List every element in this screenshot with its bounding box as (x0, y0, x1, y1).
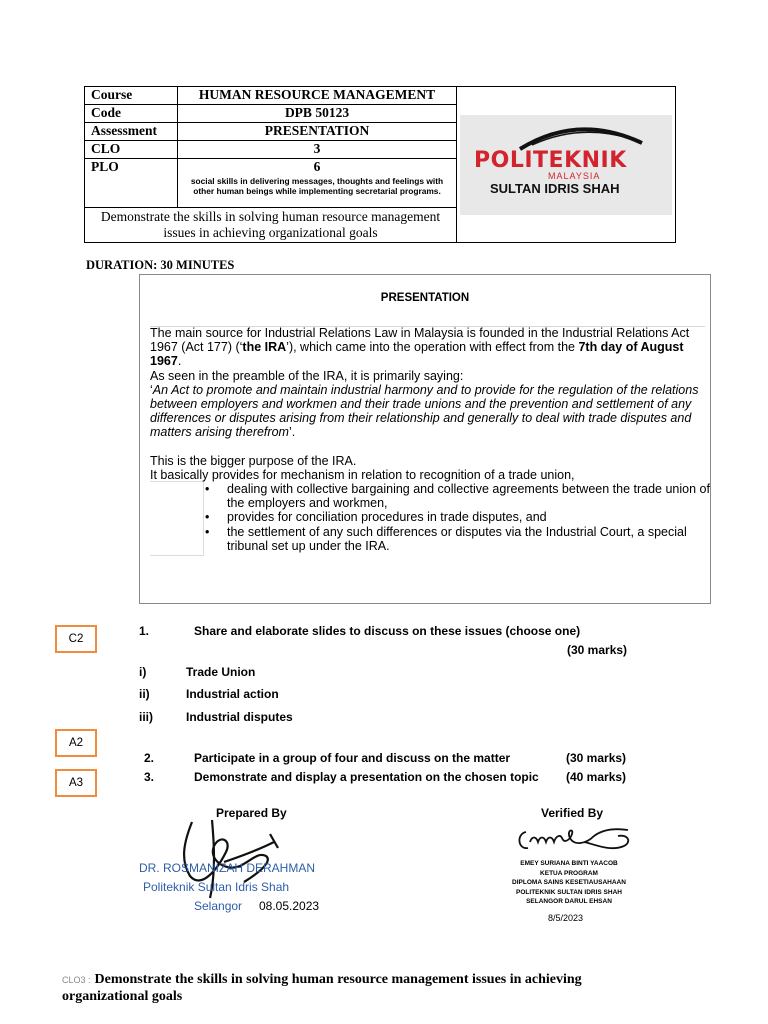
option-industrial-action: Industrial action (186, 687, 279, 701)
logo-country: MALAYSIA (548, 170, 601, 181)
option-industrial-disputes: Industrial disputes (186, 710, 293, 724)
verified-by-label: Verified By (541, 806, 604, 820)
prepared-name: DR. ROSMANIZAH DERAHMAN (139, 861, 316, 875)
plo-label: PLO (85, 159, 178, 207)
task-3-marks: (40 marks) (566, 770, 627, 784)
politeknik-logo (460, 115, 672, 215)
bullet-icon: • (205, 510, 210, 525)
task-3-number: 3. (144, 770, 155, 784)
paragraph-quote: ‘An Act to promote and maintain industrial harmony and to provide for the regulation of the relations between employers and workmen and their trade unions and the prevention and settlement of any differences or disputes arising from their relationship and generally to deal with trade disputes and matters arising therefrom’. (150, 382, 699, 440)
tag-a3: A3 (55, 769, 97, 797)
assessment-info-table (84, 86, 676, 243)
prepared-place: Selangor (194, 899, 243, 913)
plo-value: 6 (313, 159, 321, 175)
logo-campus: SULTAN IDRIS SHAH (490, 180, 620, 196)
task-1-text: Share and elaborate slides to discuss on these issues (choose one) (194, 624, 581, 638)
assessment-label: Assessment (85, 123, 178, 141)
task-3-text: Demonstrate and display a presentation on the chosen topic (194, 770, 539, 784)
option-number: ii) (139, 687, 150, 701)
assessment-value: PRESENTATION (178, 123, 457, 141)
tag-a2: A2 (55, 729, 97, 757)
verified-date: 8/5/2023 (548, 913, 584, 923)
task-2-marks: (30 marks) (566, 751, 627, 765)
clo-description: Demonstrate the skills in solving human resource management issues in achieving organizational goals (85, 207, 457, 242)
footer-clo-tag: CLO3 : (62, 975, 91, 985)
presentation-title: PRESENTATION (380, 292, 470, 304)
prepared-by-label: Prepared By (216, 806, 287, 820)
tag-c2: C2 (55, 625, 97, 653)
footer-text: Demonstrate the skills in solving human resource management issues in achieving organizational goals (62, 972, 582, 1004)
option-number: i) (139, 665, 147, 679)
paragraph-source: The main source for Industrial Relations Law in Malaysia is founded in the Industrial Relations Act 1967 (Act 177) (‘the IRA’), which came into the operation with effect from the 7th day of August 1967. (150, 326, 690, 369)
task-1-number: 1. (139, 624, 150, 638)
paragraph-purpose: This is the bigger purpose of the IRA. (150, 453, 357, 468)
list-item: • provides for conciliation procedures in trade disputes, and (205, 510, 547, 525)
course-value: HUMAN RESOURCE MANAGEMENT (178, 87, 457, 105)
plo-description: social skills in delivering messages, thoughts and feelings with other human beings while implementing secretarial programs. (190, 176, 444, 197)
verified-signature-icon (514, 822, 640, 858)
paragraph-preamble: As seen in the preamble of the IRA, it is primarily saying: (150, 368, 464, 383)
mechanism-list (150, 482, 710, 553)
task-2-text: Participate in a group of four and discuss on the matter (194, 751, 511, 765)
prepared-date: 08.05.2023 (259, 899, 320, 913)
paragraph-mechanism: It basically provides for mechanism in relation to recognition of a trade union, (150, 467, 575, 482)
list-item: • dealing with collective bargaining and collective agreements between the trade union of the employers and workmen, (205, 482, 710, 511)
option-number: iii) (139, 710, 153, 724)
course-label: Course (85, 87, 178, 105)
task-2-number: 2. (144, 751, 155, 765)
code-label: Code (85, 105, 178, 123)
bullet-icon: • (205, 524, 210, 539)
bullet-icon: • (205, 482, 210, 497)
task-1-marks: (30 marks) (567, 643, 628, 657)
duration: DURATION: 30 MINUTES (86, 258, 235, 272)
prepared-org: Politeknik Sultan Idris Shah (143, 880, 290, 894)
list-item: • the settlement of any such differences or disputes via the Industrial Court, a special tribunal set up under the IRA. (205, 524, 687, 553)
footer-clo (62, 971, 662, 1005)
clo-label: CLO (85, 141, 178, 159)
code-value: DPB 50123 (178, 105, 457, 123)
logo-cell (457, 87, 676, 243)
presentation-text (150, 326, 710, 553)
logo-brand: POLITEKNIK (474, 147, 627, 173)
option-trade-union: Trade Union (186, 665, 256, 679)
verified-details: EMEY SURIANA BINTI YAACOB KETUA PROGRAM DIPLOMA SAINS KESETIAUSAHAAN POLITEKNIK SULTAN IDRIS SHAH SELANGOR DARUL EHSAN (512, 860, 626, 905)
clo-value: 3 (178, 141, 457, 159)
presentation-box (139, 274, 711, 604)
